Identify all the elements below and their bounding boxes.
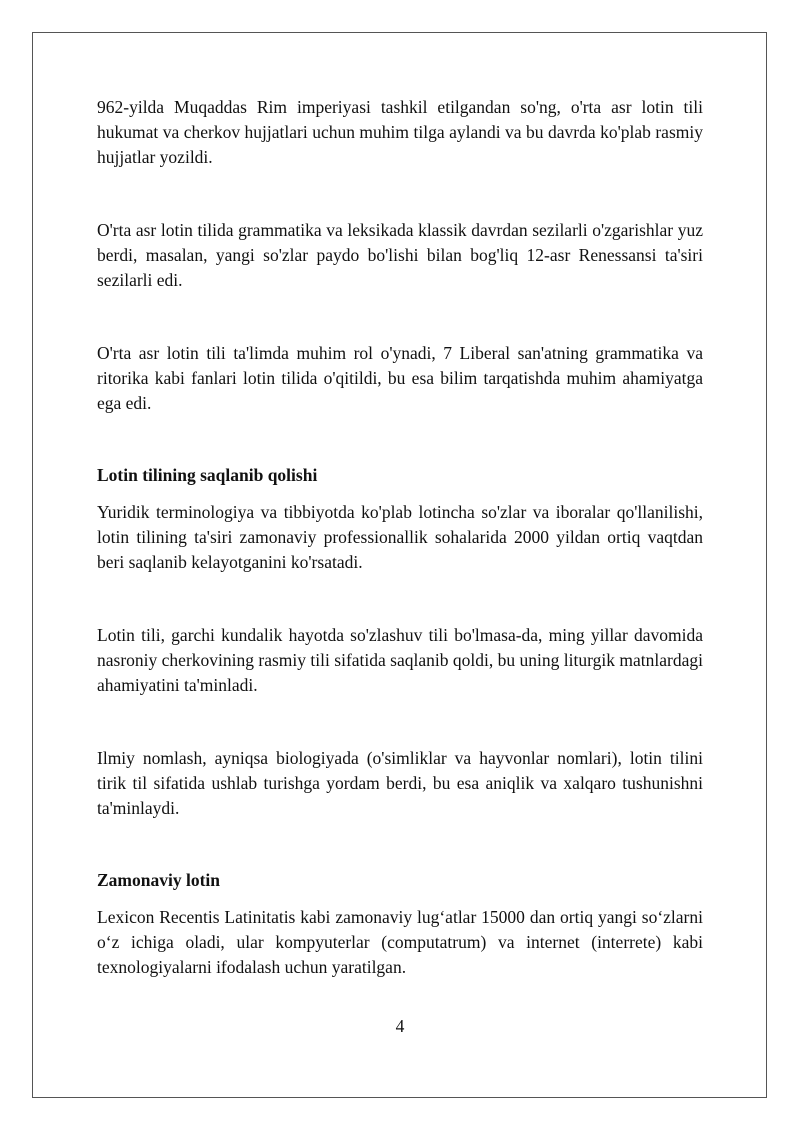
- paragraph: Lexicon Recentis Latinitatis kabi zamonaviy lug‘atlar 15000 dan ortiq yangi so‘zlarni o‘z ichiga oladi, ular kompyuterlar (computatrum) va internet (interrete) kabi texnologiyalarni ifodalash uchun yaratilgan.: [97, 907, 703, 977]
- document-body: [97, 95, 703, 980]
- paragraph: 962-yilda Muqaddas Rim imperiyasi tashkil etilgandan so'ng, o'rta asr lotin tili hukumat va cherkov hujjatlari uchun muhim tilga aylandi va bu davrda ko'plab rasmiy hujjatlar yozildi.: [97, 97, 703, 167]
- paragraph: O'rta asr lotin tilida grammatika va leksikada klassik davrdan sezilarli o'zgarishlar yuz berdi, masalan, yangi so'zlar paydo bo'lishi bilan bog'liq 12-asr Renessansi ta'siri sezilarli edi.: [97, 220, 703, 290]
- paragraph: Lotin tili, garchi kundalik hayotda so'zlashuv tili bo'lmasa-da, ming yillar davomida nasroniy cherkovining rasmiy tili sifatida saqlanib qoldi, bu uning liturgik matnlardagi ahamiyatini ta'minladi.: [97, 625, 703, 695]
- page-number: 4: [395, 1016, 405, 1036]
- section-heading: Lotin tilining saqlanib qolishi: [97, 465, 318, 485]
- paragraph: O'rta asr lotin tili ta'limda muhim rol o'ynadi, 7 Liberal san'atning grammatika va ritorika kabi fanlari lotin tilida o'qitildi, bu esa bilim tarqatishda muhim ahamiyatga ega edi.: [97, 343, 703, 413]
- section-heading: Zamonaviy lotin: [97, 870, 221, 890]
- paragraph: Ilmiy nomlash, ayniqsa biologiyada (o'simliklar va hayvonlar nomlari), lotin tilini tirik til sifatida ushlab turishga yordam berdi, bu esa aniqlik va xalqaro tushunishni ta'minlaydi.: [97, 748, 703, 818]
- paragraph: Yuridik terminologiya va tibbiyotda ko'plab lotincha so'zlar va iboralar qo'llanilishi, lotin tilining ta'siri zamonaviy professionallik sohalarida 2000 yildan ortiq vaqtdan beri saqlanib kelayotganini ko'rsatadi.: [97, 502, 703, 572]
